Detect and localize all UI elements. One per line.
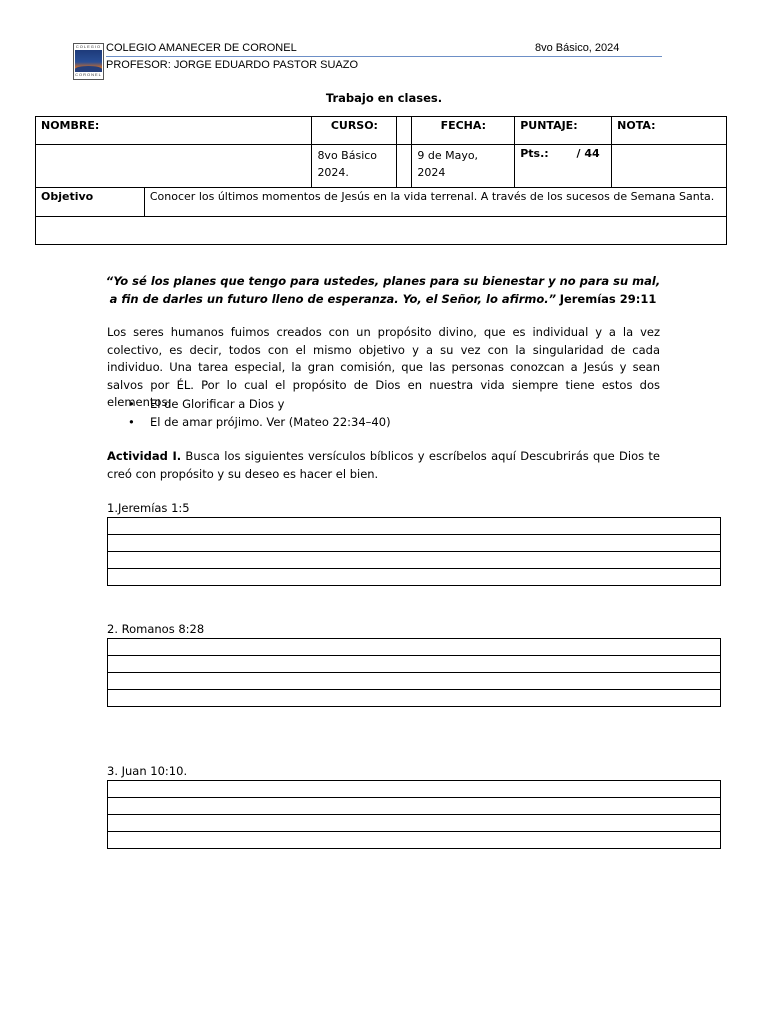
answer-line[interactable] — [108, 798, 721, 815]
list-item: • El de amar prójimo. Ver (Mateo 22:34–40) — [128, 413, 391, 431]
answer-line[interactable] — [108, 535, 721, 552]
verse-1-label: 1.Jeremías 1:5 — [107, 501, 190, 515]
nota-field[interactable] — [612, 145, 727, 188]
answer-line[interactable] — [108, 639, 721, 656]
objetivo-label: Objetivo — [36, 188, 145, 217]
fecha-value: 9 de Mayo, 2024 — [412, 145, 515, 188]
bible-quote — [100, 272, 666, 308]
answer-line[interactable] — [108, 569, 721, 586]
verse-3-answer-lines[interactable] — [107, 780, 721, 849]
nombre-label: NOMBRE: — [36, 117, 312, 145]
objetivo-value: Conocer los últimos momentos de Jesús en la vida terrenal. A través de los sucesos de Semana Santa. — [144, 188, 726, 217]
quote-reference: Jeremías 29:11 — [559, 292, 657, 306]
list-item: • El de Glorificar a Dios y — [128, 395, 391, 413]
answer-line[interactable] — [108, 518, 721, 535]
answer-line[interactable] — [108, 832, 721, 849]
teacher-name: PROFESOR: JORGE EDUARDO PASTOR SUAZO — [106, 59, 359, 71]
school-logo — [73, 43, 104, 80]
curso-value: 8vo Básico 2024. — [312, 145, 397, 188]
school-name: COLEGIO AMANECER DE CORONEL — [106, 42, 297, 54]
intro-paragraph: Los seres humanos fuimos creados con un propósito divino, que es individual y a la vez colectivo, es decir, todos con el mismo objetivo y a su vez con la singularidad de cada individuo. Una tarea especial, la gran comisión, que las personas conozcan a Jesús y sean salvos por ÉL. Por lo cual el propósito de Dios en nuestra vida siempre tiene estos dos elementos: — [107, 325, 660, 409]
answer-line[interactable] — [108, 656, 721, 673]
verse-3-label: 3. Juan 10:10. — [107, 764, 188, 778]
page-title: Trabajo en clases. — [325, 91, 443, 105]
answer-line[interactable] — [108, 673, 721, 690]
pts-label: Pts.: — [520, 147, 549, 160]
logo-bottom-text: CORONEL — [75, 72, 102, 77]
pts-total: / 44 — [576, 147, 600, 160]
student-info-table — [35, 116, 727, 245]
answer-line[interactable] — [108, 690, 721, 707]
empty-row — [36, 217, 727, 245]
curso-label: CURSO: — [312, 117, 397, 145]
activity-label: Actividad I. — [107, 449, 182, 463]
logo-top-text: COLEGIO — [75, 44, 102, 49]
spacer-cell — [397, 145, 412, 188]
spacer-cell — [397, 117, 412, 145]
fecha-label: FECHA: — [412, 117, 515, 145]
verse-2-answer-lines[interactable] — [107, 638, 721, 707]
course-year: 8vo Básico, 2024 — [535, 42, 620, 54]
nombre-field[interactable] — [36, 145, 312, 188]
answer-line[interactable] — [108, 781, 721, 798]
verse-2-label: 2. Romanos 8:28 — [107, 622, 205, 636]
answer-line[interactable] — [108, 815, 721, 832]
answer-line[interactable] — [108, 552, 721, 569]
header-rule — [106, 56, 662, 57]
quote-text: “Yo sé los planes que tengo para ustedes, planes para su bienestar y no para su mal, a fin de darles un futuro lleno de esperanza. Yo, el Señor, lo afirmo.” — [105, 274, 661, 306]
verse-1-answer-lines[interactable] — [107, 517, 721, 586]
nota-label: NOTA: — [612, 117, 727, 145]
activity-text: Busca los siguientes versículos bíblicos y escríbelos aquí Descubrirás que Dios te creó con propósito y su deseo es hacer el bien. — [107, 449, 660, 481]
bullet-list — [128, 395, 391, 431]
puntaje-label: PUNTAJE: — [515, 117, 612, 145]
puntaje-value — [515, 145, 612, 188]
activity-instructions — [107, 448, 660, 483]
